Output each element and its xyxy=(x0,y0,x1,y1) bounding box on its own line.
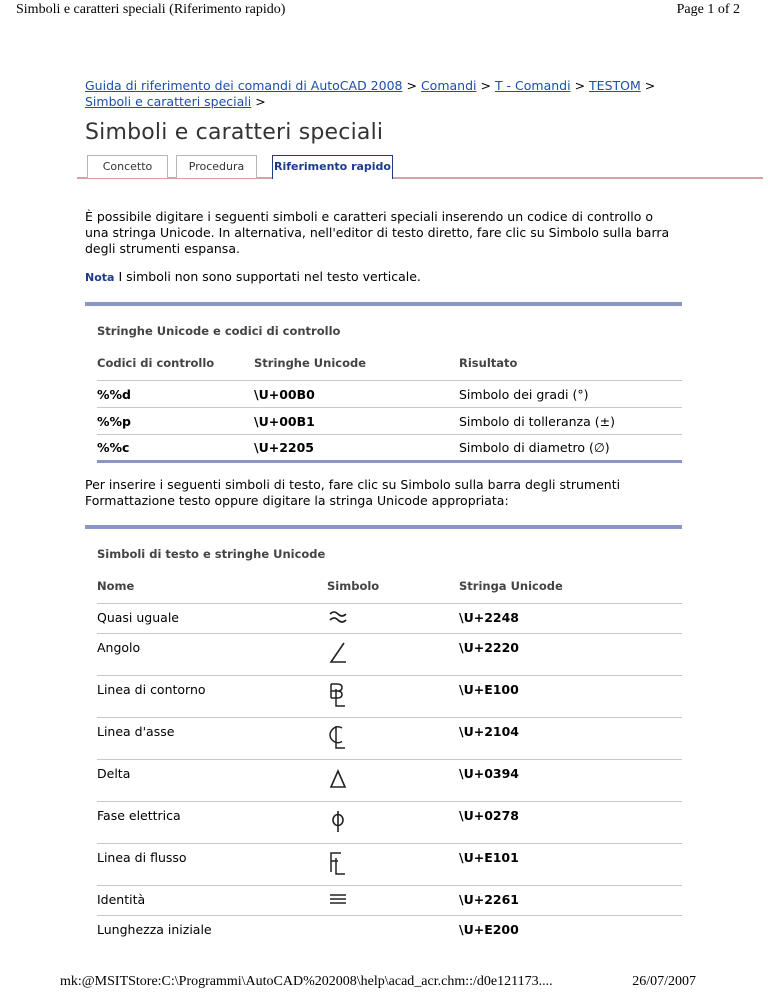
tab-riferimento-rapido[interactable]: Riferimento rapido xyxy=(272,155,393,179)
column-header: Simbolo xyxy=(327,579,380,593)
unicode-cell: \U+2220 xyxy=(459,634,682,676)
symbol-name-cell: Angolo xyxy=(97,634,327,676)
breadcrumb-separator: > xyxy=(480,78,491,93)
table-row xyxy=(97,604,682,634)
symbol-name-cell: Delta xyxy=(97,760,327,802)
table-row xyxy=(97,718,682,760)
symbol-name-cell: Quasi uguale xyxy=(97,604,327,634)
table-row xyxy=(97,802,682,844)
breadcrumb-link-guida[interactable]: Guida di riferimento dei comandi di AutoCAD 2008 xyxy=(85,78,403,93)
unicode-cell: \U+E100 xyxy=(459,676,682,718)
control-codes-table xyxy=(97,356,682,463)
table-row xyxy=(97,381,682,408)
unicode-cell: \U+E101 xyxy=(459,844,682,886)
column-header: Risultato xyxy=(459,356,518,370)
flow-line-icon xyxy=(327,850,349,876)
unicode-cell: \U+2261 xyxy=(459,886,682,916)
control-code-cell: %%p xyxy=(97,408,254,435)
print-footer-date: 26/07/2007 xyxy=(632,974,696,989)
symbol-name-cell: Fase elettrica xyxy=(97,802,327,844)
symbol-name-cell: Linea d'asse xyxy=(97,718,327,760)
table-row xyxy=(97,634,682,676)
note xyxy=(85,269,685,286)
table-row xyxy=(97,844,682,886)
breadcrumb-link-t-comandi[interactable]: T - Comandi xyxy=(494,78,571,93)
breadcrumb-separator: > xyxy=(644,78,656,93)
unicode-cell: \U+2248 xyxy=(459,604,682,634)
print-header xyxy=(0,2,768,22)
almost-equal-icon xyxy=(327,604,349,630)
angle-icon xyxy=(327,640,349,666)
identity-icon xyxy=(327,886,349,912)
page-title: Simboli e caratteri speciali xyxy=(85,120,384,145)
breadcrumb-link-comandi[interactable]: Comandi xyxy=(420,78,477,93)
symbol-name-cell: Lunghezza iniziale xyxy=(97,916,327,946)
table-row xyxy=(97,435,682,462)
boundary-line-icon xyxy=(327,682,349,708)
unicode-cell: \U+00B1 xyxy=(254,408,459,435)
unicode-cell: \U+2104 xyxy=(459,718,682,760)
breadcrumb-link-testom[interactable]: TESTOM xyxy=(589,78,641,93)
breadcrumb-separator: > xyxy=(574,78,586,93)
control-code-cell: %%c xyxy=(97,435,254,462)
table-header-row xyxy=(97,579,682,604)
electrical-phase-icon xyxy=(327,808,349,834)
text-symbols-section xyxy=(85,525,682,946)
breadcrumb-separator: > xyxy=(255,94,266,109)
table-caption: Stringhe Unicode e codici di controllo xyxy=(97,324,341,338)
note-label: Nota xyxy=(85,271,115,284)
breadcrumb-link-simboli[interactable]: Simboli e caratteri speciali xyxy=(85,94,252,109)
symbol-name-cell: Linea di flusso xyxy=(97,844,327,886)
column-header: Stringa Unicode xyxy=(459,579,563,593)
table-row xyxy=(97,886,682,916)
tab-concetto[interactable]: Concetto xyxy=(87,155,168,178)
note-text: I simboli non sono supportati nel testo verticale. xyxy=(118,269,421,284)
column-header: Codici di controllo xyxy=(97,356,215,370)
table-row xyxy=(97,408,682,435)
tab-procedura[interactable]: Procedura xyxy=(176,155,257,178)
print-footer-url: mk:@MSITStore:C:\Programmi\AutoCAD%202008\help\acad_acr.chm::/d0e121173.... xyxy=(60,974,553,989)
unicode-cell: \U+00B0 xyxy=(254,381,459,408)
print-header-page: Page 1 of 2 xyxy=(676,2,740,17)
column-header: Stringhe Unicode xyxy=(254,356,367,370)
unicode-cell: \U+2205 xyxy=(254,435,459,462)
table-row xyxy=(97,760,682,802)
unicode-control-codes-section xyxy=(85,302,682,463)
delta-icon xyxy=(327,766,349,792)
table-caption: Simboli di testo e stringhe Unicode xyxy=(97,547,326,561)
unicode-cell: \U+E200 xyxy=(459,916,682,946)
table-row xyxy=(97,916,682,946)
result-cell: Simbolo di diametro (∅) xyxy=(459,435,682,462)
result-cell: Simbolo di tolleranza (±) xyxy=(459,408,682,435)
symbol-name-cell: Identità xyxy=(97,886,327,916)
symbols-paragraph: Per inserire i seguenti simboli di testo, fare clic su Simbolo sulla barra degli strumenti Formattazione testo oppure digitare la stringa Unicode appropriata: xyxy=(85,477,621,508)
symbol-name-cell: Linea di contorno xyxy=(97,676,327,718)
tab-bar xyxy=(85,155,685,179)
table-row xyxy=(97,676,682,718)
document-content xyxy=(85,78,685,946)
text-symbols-table xyxy=(97,579,682,946)
column-header: Nome xyxy=(97,579,135,593)
breadcrumb-separator: > xyxy=(406,78,417,93)
print-header-title: Simboli e caratteri speciali (Riferimento rapido) xyxy=(16,2,286,17)
centerline-icon xyxy=(327,724,349,750)
control-code-cell: %%d xyxy=(97,381,254,408)
unicode-cell: \U+0394 xyxy=(459,760,682,802)
unicode-cell: \U+0278 xyxy=(459,802,682,844)
intro-paragraph: È possibile digitare i seguenti simboli e caratteri speciali inserendo un codice di controllo o una stringa Unicode. In alternativa, nell'editor di testo diretto, fare clic su Simbolo sulla barra degli strumenti espansa. xyxy=(85,209,670,256)
result-cell: Simbolo dei gradi (°) xyxy=(459,381,682,408)
table-header-row xyxy=(97,356,682,381)
breadcrumb xyxy=(85,78,685,110)
